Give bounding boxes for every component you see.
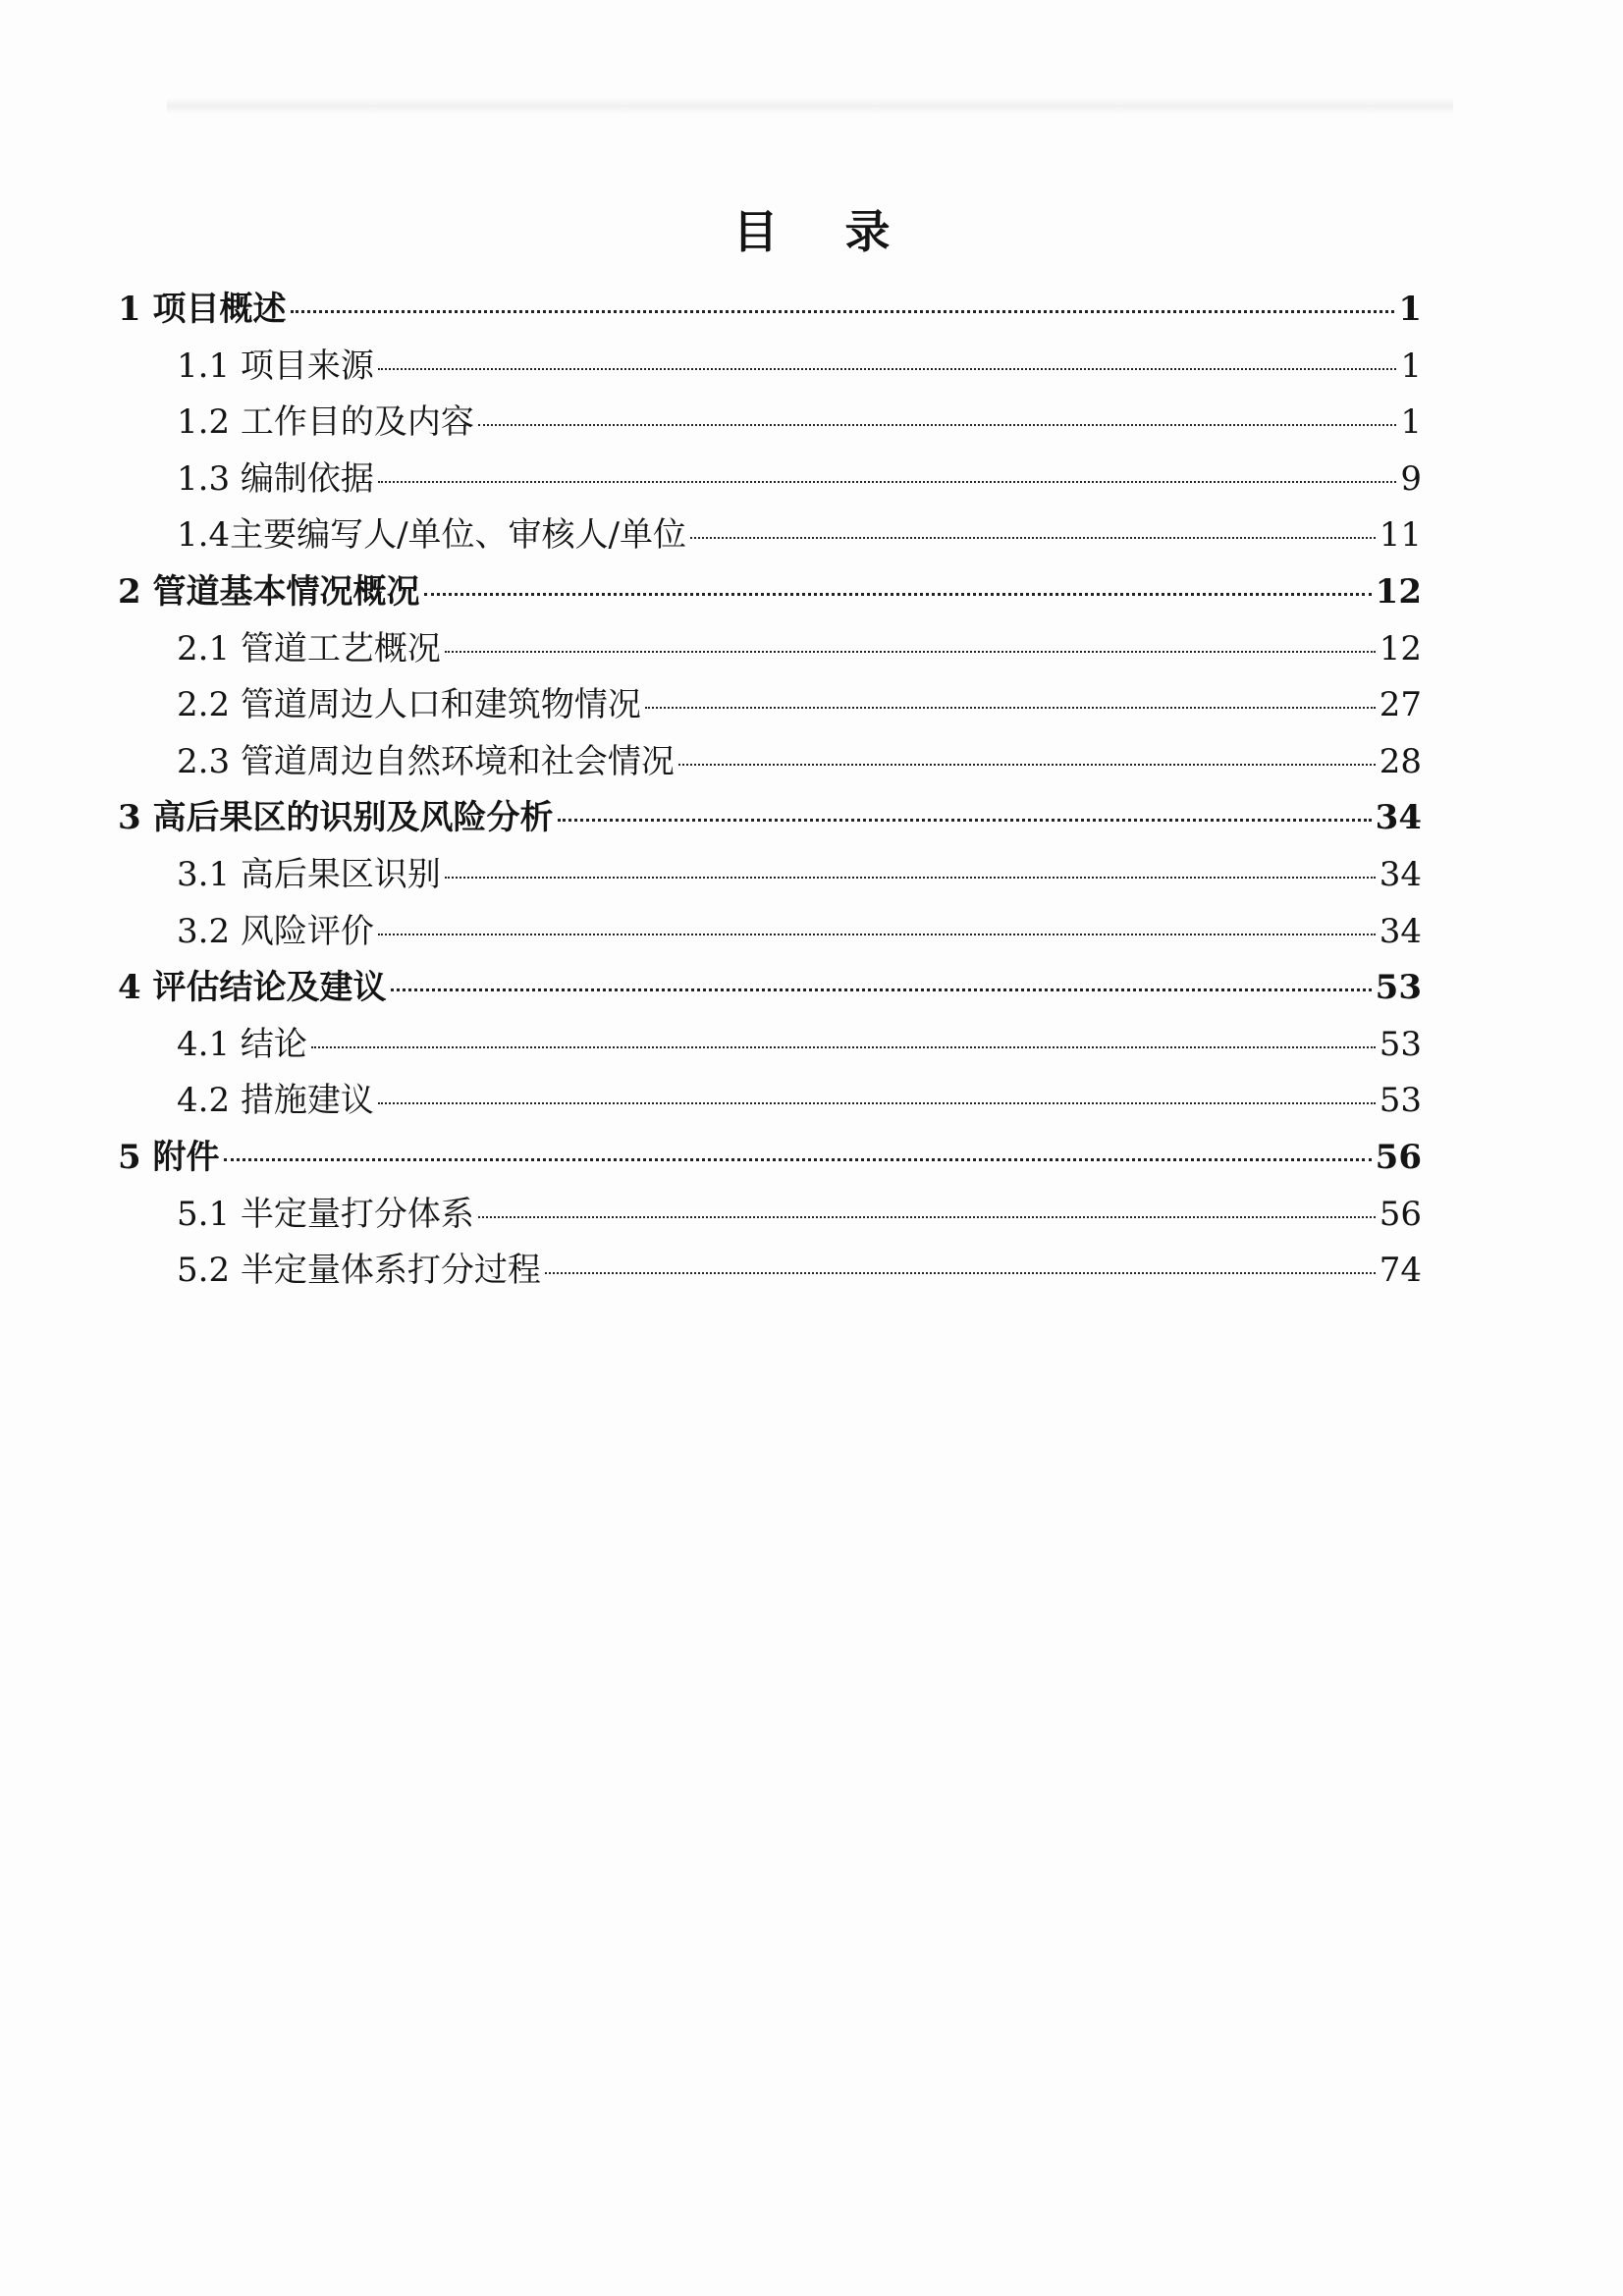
toc-dot-leader: [478, 424, 1396, 426]
toc-dot-leader: [291, 310, 1395, 313]
toc-entry[interactable]: [118, 282, 1422, 329]
toc-entry-label: 4.2 措施建议: [177, 1081, 374, 1121]
toc-dot-leader: [690, 537, 1376, 539]
toc-entry-label: 3.2 风险评价: [177, 911, 374, 951]
toc-entry-page-number: 53: [1379, 1081, 1422, 1121]
toc-entry-label: 1.3 编制依据: [177, 458, 374, 499]
toc-entry-label: 3 高后果区的识别及风险分析: [118, 798, 554, 838]
toc-entry[interactable]: [118, 1130, 1422, 1177]
toc-entry-page-number: 56: [1379, 1194, 1422, 1234]
toc-entry-page-number: 34: [1375, 798, 1422, 838]
toc-dot-leader: [478, 1216, 1376, 1218]
toc-entry-page-number: 1: [1398, 290, 1422, 329]
toc-entry[interactable]: [177, 1073, 1422, 1120]
toc-dot-leader: [378, 481, 1396, 483]
toc-entry-label: 5.2 半定量体系打分过程: [177, 1251, 541, 1291]
toc-dot-leader: [378, 1102, 1376, 1104]
scan-artifact-band: [167, 98, 1453, 114]
toc-entry-label: 3.1 高后果区识别: [177, 855, 441, 894]
toc-entry-label: 1.2 工作目的及内容: [177, 402, 474, 443]
toc-title: 目 录: [732, 205, 916, 258]
toc-entry-label: 2 管道基本情况概况: [118, 572, 420, 612]
toc-entry[interactable]: [118, 960, 1422, 1007]
toc-entry-page-number: 53: [1375, 968, 1422, 1008]
toc-entry[interactable]: [177, 452, 1422, 499]
toc-entry-page-number: 12: [1379, 628, 1422, 668]
toc-entry[interactable]: [177, 677, 1422, 724]
toc-dot-leader: [645, 707, 1376, 709]
toc-entry[interactable]: [177, 1017, 1422, 1064]
toc-dot-leader: [224, 1158, 1372, 1161]
toc-entry-label: 1 项目概述: [118, 290, 287, 329]
toc-entry-label: 2.1 管道工艺概况: [177, 628, 441, 668]
toc-entry[interactable]: [177, 339, 1422, 386]
toc-dot-leader: [378, 368, 1396, 370]
toc-dot-leader: [311, 1046, 1376, 1048]
toc-entry[interactable]: [177, 847, 1422, 894]
toc-entry[interactable]: [118, 790, 1422, 837]
toc-entry-page-number: 34: [1379, 911, 1422, 951]
toc-entry-label: 5.1 半定量打分体系: [177, 1194, 474, 1234]
toc-entry[interactable]: [177, 734, 1422, 781]
toc-entry-page-number: 9: [1400, 458, 1422, 499]
toc-dot-leader: [391, 988, 1372, 991]
toc-entry-page-number: 74: [1379, 1251, 1422, 1291]
toc-entry[interactable]: [177, 621, 1422, 668]
toc-dot-leader: [678, 764, 1376, 766]
toc-entry-label: 2.3 管道周边自然环境和社会情况: [177, 741, 675, 781]
toc-entry-label: 1.1 项目来源: [177, 346, 374, 386]
toc-entry-page-number: 27: [1379, 685, 1422, 725]
toc-entry[interactable]: [177, 904, 1422, 951]
toc-entry-page-number: 34: [1379, 855, 1422, 894]
toc-dot-leader: [445, 877, 1376, 879]
toc-entry[interactable]: [118, 564, 1422, 612]
toc-entry-label: 4.1 结论: [177, 1024, 307, 1064]
toc-entry[interactable]: [177, 1243, 1422, 1290]
toc-entry[interactable]: [177, 1187, 1422, 1234]
toc-dot-leader: [378, 934, 1376, 935]
toc-entry-page-number: 28: [1379, 741, 1422, 781]
toc-entry-label: 4 评估结论及建议: [118, 968, 387, 1008]
toc-entry[interactable]: [177, 395, 1422, 442]
toc-entry-page-number: 1: [1400, 402, 1422, 443]
toc-entry-page-number: 56: [1375, 1138, 1422, 1177]
toc-dot-leader: [545, 1272, 1376, 1274]
toc-entry-page-number: 12: [1375, 572, 1422, 612]
toc-entry-label: 1.4主要编写人/单位、审核人/单位: [177, 515, 686, 556]
toc-entry-label: 2.2 管道周边人口和建筑物情况: [177, 685, 641, 725]
toc-entry[interactable]: [177, 507, 1422, 555]
toc-entry-page-number: 1: [1400, 346, 1422, 386]
toc-dot-leader: [445, 651, 1376, 653]
toc-dot-leader: [424, 593, 1372, 596]
toc-entry-page-number: 53: [1379, 1024, 1422, 1064]
toc-dot-leader: [558, 819, 1372, 822]
toc-entry-page-number: 11: [1379, 515, 1422, 556]
toc-entry-label: 5 附件: [118, 1138, 220, 1177]
